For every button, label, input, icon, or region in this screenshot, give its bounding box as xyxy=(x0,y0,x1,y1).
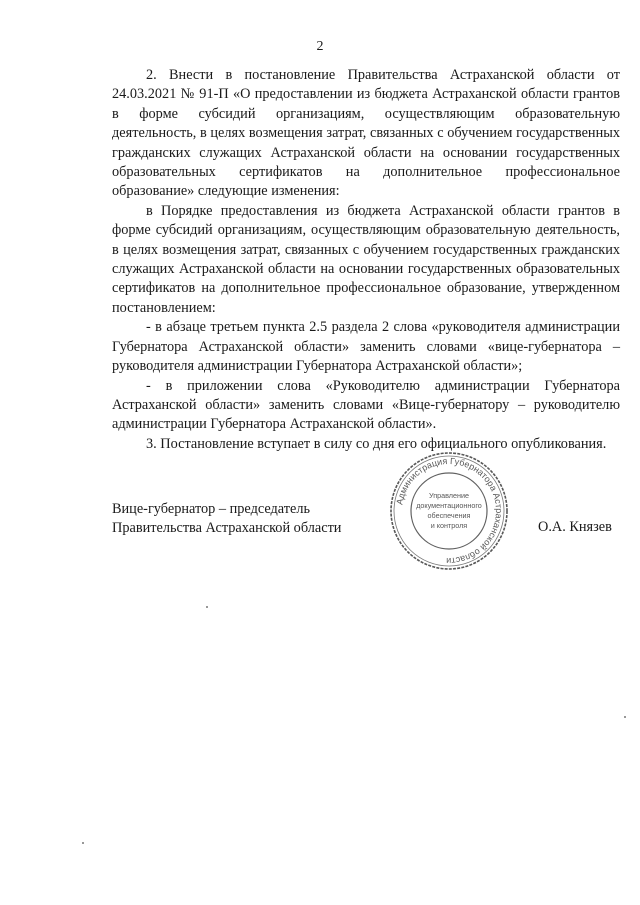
stamp-ring-text: Администрация Губернатора Астраханской области xyxy=(394,455,505,567)
stamp-center-line-1: Управление xyxy=(429,491,469,500)
page-number: 2 xyxy=(316,39,324,54)
signer-position xyxy=(112,500,341,539)
scan-speck xyxy=(82,842,84,844)
scan-speck xyxy=(624,716,626,718)
paragraph-change-1: - в абзаце третьем пункта 2.5 раздела 2 слова «руководителя администрации Губернатора Астраханской области» заменить словами «вице-губернатора – руководителя администрации Губернатора Астраханской области»; xyxy=(112,319,620,375)
official-stamp xyxy=(386,448,512,574)
stamp-center-line-2: документационного xyxy=(416,501,482,510)
paragraph-procedure: в Порядке предоставления из бюджета Астраханской области грантов в форме субсидий организациям, осуществляющим образовательную деятельность, в целях возмещения затрат, связанных с обучением государственных гражданских служащих Астраханской области на основании государственных образовательных сертификатов на дополнительное профессиональное образование, утвержденном постановлением: xyxy=(112,202,620,316)
signer-name: О.А. Князев xyxy=(538,519,612,535)
signer-position-line-2: Правительства Астраханской области xyxy=(112,520,342,537)
paragraph-change-2: - в приложении слова «Руководителю администрации Губернатора Астраханской области» заменить словами «Вице-губернатору – руководителю администрации Губернатора Астраханской области». xyxy=(112,377,620,433)
stamp-center-line-3: обеспечения xyxy=(427,511,471,520)
stamp-seal-icon xyxy=(386,448,512,574)
paragraph-amendment-intro: 2. Внести в постановление Правительства Астраханской области от 24.03.2021 № 91-П «О предоставлении из бюджета Астраханской области грантов в форме субсидий организациям, осуществляющим образовательную деятельность, в целях возмещения затрат, связанных с обучением государственных гражданских служащих Астраханской области на основании государственных образовательных сертификатов на дополнительное профессиональное образование» следующие изменения: xyxy=(112,67,620,200)
document-body xyxy=(112,66,620,454)
scan-speck xyxy=(206,606,208,608)
stamp-center-line-4: и контроля xyxy=(430,521,468,530)
paragraph-effective-date: 3. Постановление вступает в силу со дня его официального опубликования. xyxy=(146,435,607,452)
signer-position-line-1: Вице-губернатор – председатель xyxy=(112,501,311,517)
